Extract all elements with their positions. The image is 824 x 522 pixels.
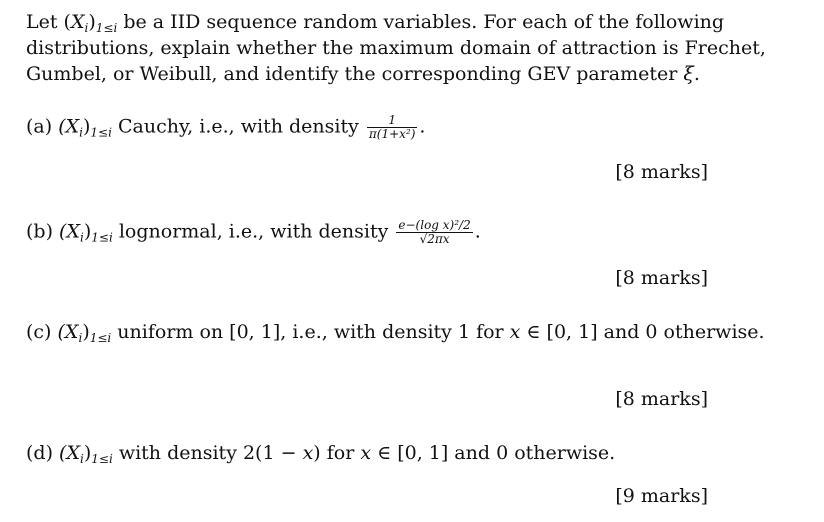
part-label: (b) bbox=[26, 220, 53, 243]
part-a bbox=[26, 114, 425, 145]
math-subscript: 1≤i bbox=[89, 331, 112, 345]
math-var: (X bbox=[59, 220, 80, 243]
marks-b: [8 marks] bbox=[615, 267, 708, 289]
fraction-denominator: √2πx bbox=[419, 232, 450, 246]
density-fraction bbox=[367, 114, 418, 141]
intro-text: Let ( bbox=[26, 11, 71, 33]
math-var: (X bbox=[57, 321, 79, 343]
intro-line-2: distributions, explain whether the maximum domain of attraction is Frechet, bbox=[26, 37, 766, 59]
marks-d: [9 marks] bbox=[615, 485, 708, 507]
math-var: X bbox=[70, 11, 85, 33]
part-text: . bbox=[474, 220, 481, 243]
part-d bbox=[26, 441, 615, 471]
part-label: (a) bbox=[26, 115, 53, 138]
part-text: ∈ [0, 1] and 0 otherwise. bbox=[371, 442, 616, 464]
math-index: i bbox=[80, 452, 84, 466]
density-fraction bbox=[396, 219, 472, 246]
intro-text: ) bbox=[88, 11, 96, 33]
math-paren: ) bbox=[83, 442, 92, 464]
math-index: i bbox=[84, 21, 89, 35]
marks-c: [8 marks] bbox=[615, 388, 708, 410]
math-xi: ξ bbox=[683, 63, 694, 85]
question-intro bbox=[26, 10, 766, 88]
math-paren: ) bbox=[83, 220, 92, 243]
part-b bbox=[26, 219, 481, 250]
math-subscript: 1≤i bbox=[91, 452, 113, 466]
intro-line-1 bbox=[26, 10, 766, 36]
math-subscript: 1≤i bbox=[91, 230, 113, 245]
math-var: x bbox=[360, 442, 372, 464]
marks-a: [8 marks] bbox=[615, 161, 708, 183]
math-var: (X bbox=[58, 115, 80, 138]
part-label: (d) bbox=[26, 442, 53, 464]
part-label: (c) bbox=[26, 321, 52, 343]
intro-text: Gumbel, or Weibull, and identify the corresponding GEV parameter bbox=[26, 63, 684, 85]
fraction-numerator: 1 bbox=[367, 114, 418, 128]
part-text: ) for bbox=[313, 442, 361, 464]
intro-text: . bbox=[693, 63, 700, 85]
intro-line-3 bbox=[26, 62, 766, 88]
fraction-denominator: π(1+x²) bbox=[368, 127, 416, 141]
part-text: . bbox=[419, 115, 426, 138]
part-text: ∈ [0, 1] and 0 otherwise. bbox=[520, 321, 765, 343]
math-subscript: 1≤i bbox=[90, 125, 112, 140]
math-var: (X bbox=[59, 442, 80, 464]
math-paren: ) bbox=[83, 115, 91, 138]
part-text: Cauchy, i.e., with density bbox=[111, 115, 365, 138]
math-var: x bbox=[509, 321, 521, 343]
part-text: lognormal, i.e., with density bbox=[112, 220, 395, 243]
math-index: i bbox=[80, 230, 84, 245]
part-text: with density 2(1 − bbox=[112, 442, 303, 464]
math-paren: ) bbox=[82, 321, 90, 343]
intro-text: be a IID sequence random variables. For each of the following bbox=[117, 11, 725, 33]
part-c bbox=[26, 320, 765, 350]
math-var: x bbox=[302, 442, 314, 464]
fraction-numerator: e−(log x)²/2 bbox=[398, 218, 471, 232]
math-index: i bbox=[79, 125, 83, 140]
part-text: uniform on [0, 1], i.e., with density 1 for bbox=[111, 321, 510, 343]
math-index: i bbox=[78, 331, 83, 345]
math-subscript: 1≤i bbox=[95, 21, 118, 35]
